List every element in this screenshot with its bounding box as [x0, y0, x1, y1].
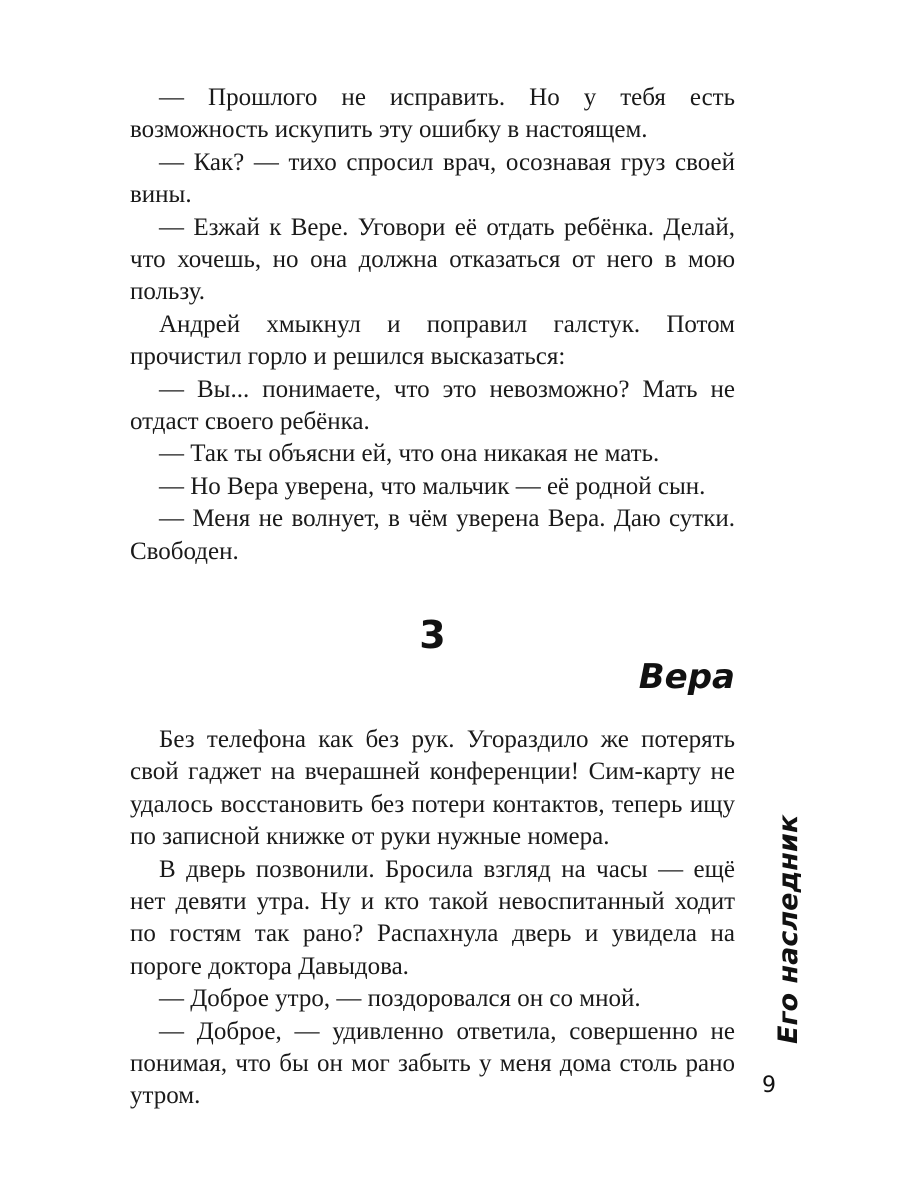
chapter-title: Вера: [638, 657, 735, 697]
paragraph: — Так ты объясни ей, что она никакая не мать.: [159, 440, 660, 468]
page-number: 9: [762, 1073, 776, 1098]
paragraph: В дверь позвонили. Бросила взгляд на часы — ещё нет девяти утра. Ну и кто такой невоспитанный ходит по гостям так рано? Распахнула дверь и увидела на пороге доктора Давыдова.: [130, 855, 735, 980]
paragraph: — Меня не волнует, в чём уверена Вера. Даю сутки. Свободен.: [130, 505, 735, 565]
paragraph: — Доброе, — удивленно ответила, совершенно не понимая, что бы он мог забыть у меня дома столь рано утром.: [130, 1017, 735, 1110]
paragraph: — Прошлого не исправить. Но у тебя есть возможность искупить эту ошибку в настоящем.: [130, 84, 735, 144]
paragraph: — Доброе утро, — поздоровался он со мной.: [159, 985, 641, 1013]
paragraph: Андрей хмыкнул и поправил галстук. Потом прочистил горло и решился высказаться:: [130, 310, 735, 371]
chapter-number: 3: [419, 613, 446, 657]
paragraph: — Но Вера уверена, что мальчик — её родной сын.: [159, 472, 706, 500]
paragraph: Без телефона как без рук. Угораздило же потерять свой гаджет на вчерашней конференции! Сим-карту не удалось восстановить без потери контактов, теперь ищу по записной книжке от руки нужные номера.: [130, 726, 735, 851]
running-title: Его наследник: [773, 814, 804, 1044]
paragraph: — Езжай к Вере. Уговори её отдать ребёнка. Делай, что хочешь, но она должна отказаться от него в мою пользу.: [130, 213, 735, 306]
paragraph: — Как? — тихо спросил врач, осознавая груз своей вины.: [130, 148, 735, 209]
text-block-bottom: [130, 724, 735, 1113]
paragraph: — Вы... понимаете, что это невозможно? Мать не отдаст своего ребёнка.: [130, 375, 735, 436]
text-block-top: [130, 82, 735, 568]
